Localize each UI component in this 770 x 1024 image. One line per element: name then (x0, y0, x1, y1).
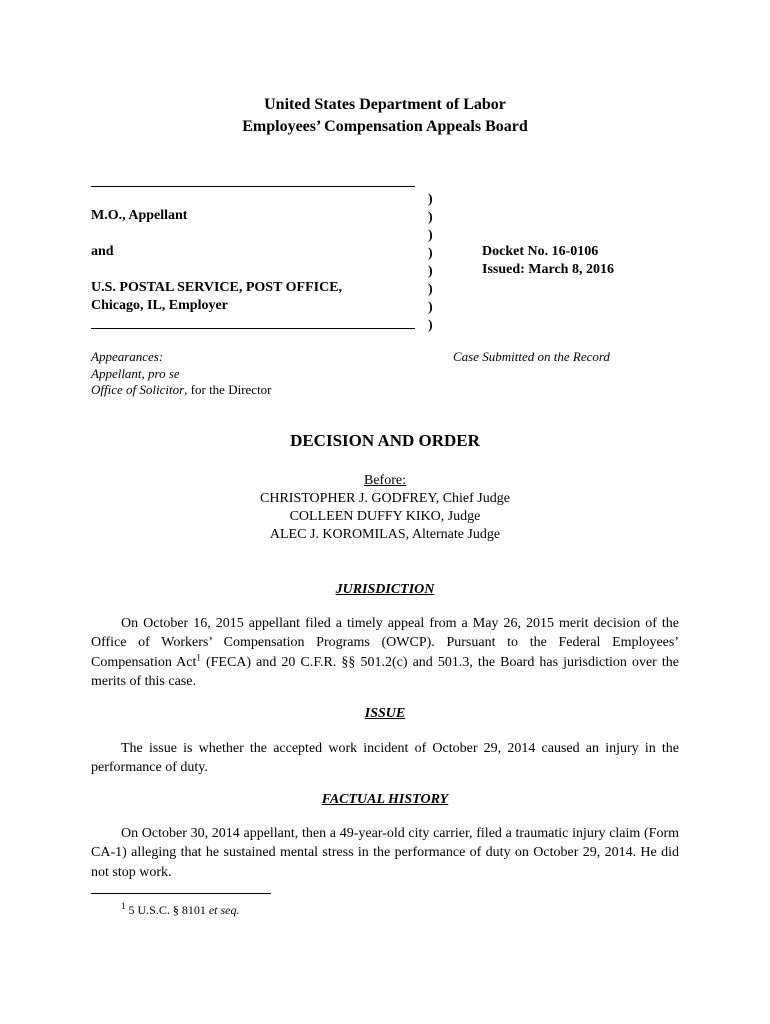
jurisdiction-heading: JURISDICTION (335, 582, 435, 597)
factual-history-paragraph (91, 824, 679, 882)
issue-paragraph (91, 739, 679, 778)
judge-koromilas: ALEC J. KOROMILAS, Alternate Judge (269, 527, 501, 542)
jurisdiction-paragraph (91, 614, 679, 691)
footnote-number: 1 (121, 901, 126, 911)
caption-paren: ) (428, 210, 433, 225)
footnote (121, 903, 240, 918)
issued-date: Issued: March 8, 2016 (482, 262, 614, 277)
caption-top-rule (91, 186, 415, 187)
header-agency: United States Department of Labor (264, 96, 506, 113)
solicitor-name: Office of Solicitor (91, 382, 185, 397)
caption-employer-line1: U.S. POSTAL SERVICE, POST OFFICE, (91, 280, 343, 295)
issue-heading: ISSUE (364, 706, 406, 721)
case-submitted: Case Submitted on the Record (453, 349, 610, 364)
footnote-ref: 1 (196, 651, 201, 662)
judge-chief: CHRISTOPHER J. GODFREY, Chief Judge (260, 491, 510, 506)
jurisdiction-text-rest: (FECA) and 20 C.F.R. §§ 501.2(c) and 501.3, the Board has jurisdiction over the merits of this case. (91, 654, 680, 689)
footnote-etseq: et seq. (208, 903, 240, 917)
appearances-solicitor (91, 382, 272, 398)
footnote-rule (91, 893, 271, 894)
caption-paren: ) (428, 300, 433, 315)
caption-and: and (91, 244, 114, 259)
caption-paren: ) (428, 246, 433, 261)
caption-paren: ) (428, 228, 433, 243)
issue-text: The issue is whether the accepted work incident of October 29, 2014 caused an injury in the performance of duty. (91, 741, 679, 776)
caption-paren: ) (428, 264, 433, 279)
caption-paren: ) (428, 192, 433, 207)
jurisdiction-heading-wrap (0, 580, 770, 598)
docket-number: Docket No. 16-0106 (482, 244, 599, 259)
before-text: Before: (364, 473, 406, 488)
judge-kiko: COLLEEN DUFFY KIKO, Judge (289, 509, 481, 524)
appearances-heading: Appearances: (91, 349, 164, 364)
caption-paren: ) (428, 318, 433, 333)
header-board: Employees’ Compensation Appeals Board (242, 118, 528, 135)
decision-title: DECISION AND ORDER (290, 431, 480, 450)
appearances-appellant: Appellant, pro se (91, 366, 180, 381)
issue-heading-wrap (0, 704, 770, 722)
jurisdiction-text: On October 16, 2015 appellant filed a timely appeal from a May 26, 2015 merit decision of the Office of Workers’ Compensation Programs (OWCP). Pursuant to the Federal Employees’ Compensation Act (91, 616, 679, 670)
caption-appellant: M.O., Appellant (91, 208, 188, 223)
before-label (0, 473, 770, 489)
solicitor-role: , for the Director (184, 382, 272, 397)
factual-history-text: On October 30, 2014 appellant, then a 49-year-old city carrier, filed a traumatic injury claim (Form CA-1) alleging that he sustained mental stress in the performance of duty on October 29, 2014. He did not stop work. (91, 826, 679, 880)
caption-bottom-rule (91, 328, 415, 329)
footnote-citation: 5 U.S.C. § 8101 (125, 903, 209, 917)
factual-history-heading: FACTUAL HISTORY (321, 792, 449, 807)
caption-employer-line2: Chicago, IL, Employer (91, 298, 228, 313)
caption-paren: ) (428, 282, 433, 297)
factual-history-heading-wrap (0, 790, 770, 808)
